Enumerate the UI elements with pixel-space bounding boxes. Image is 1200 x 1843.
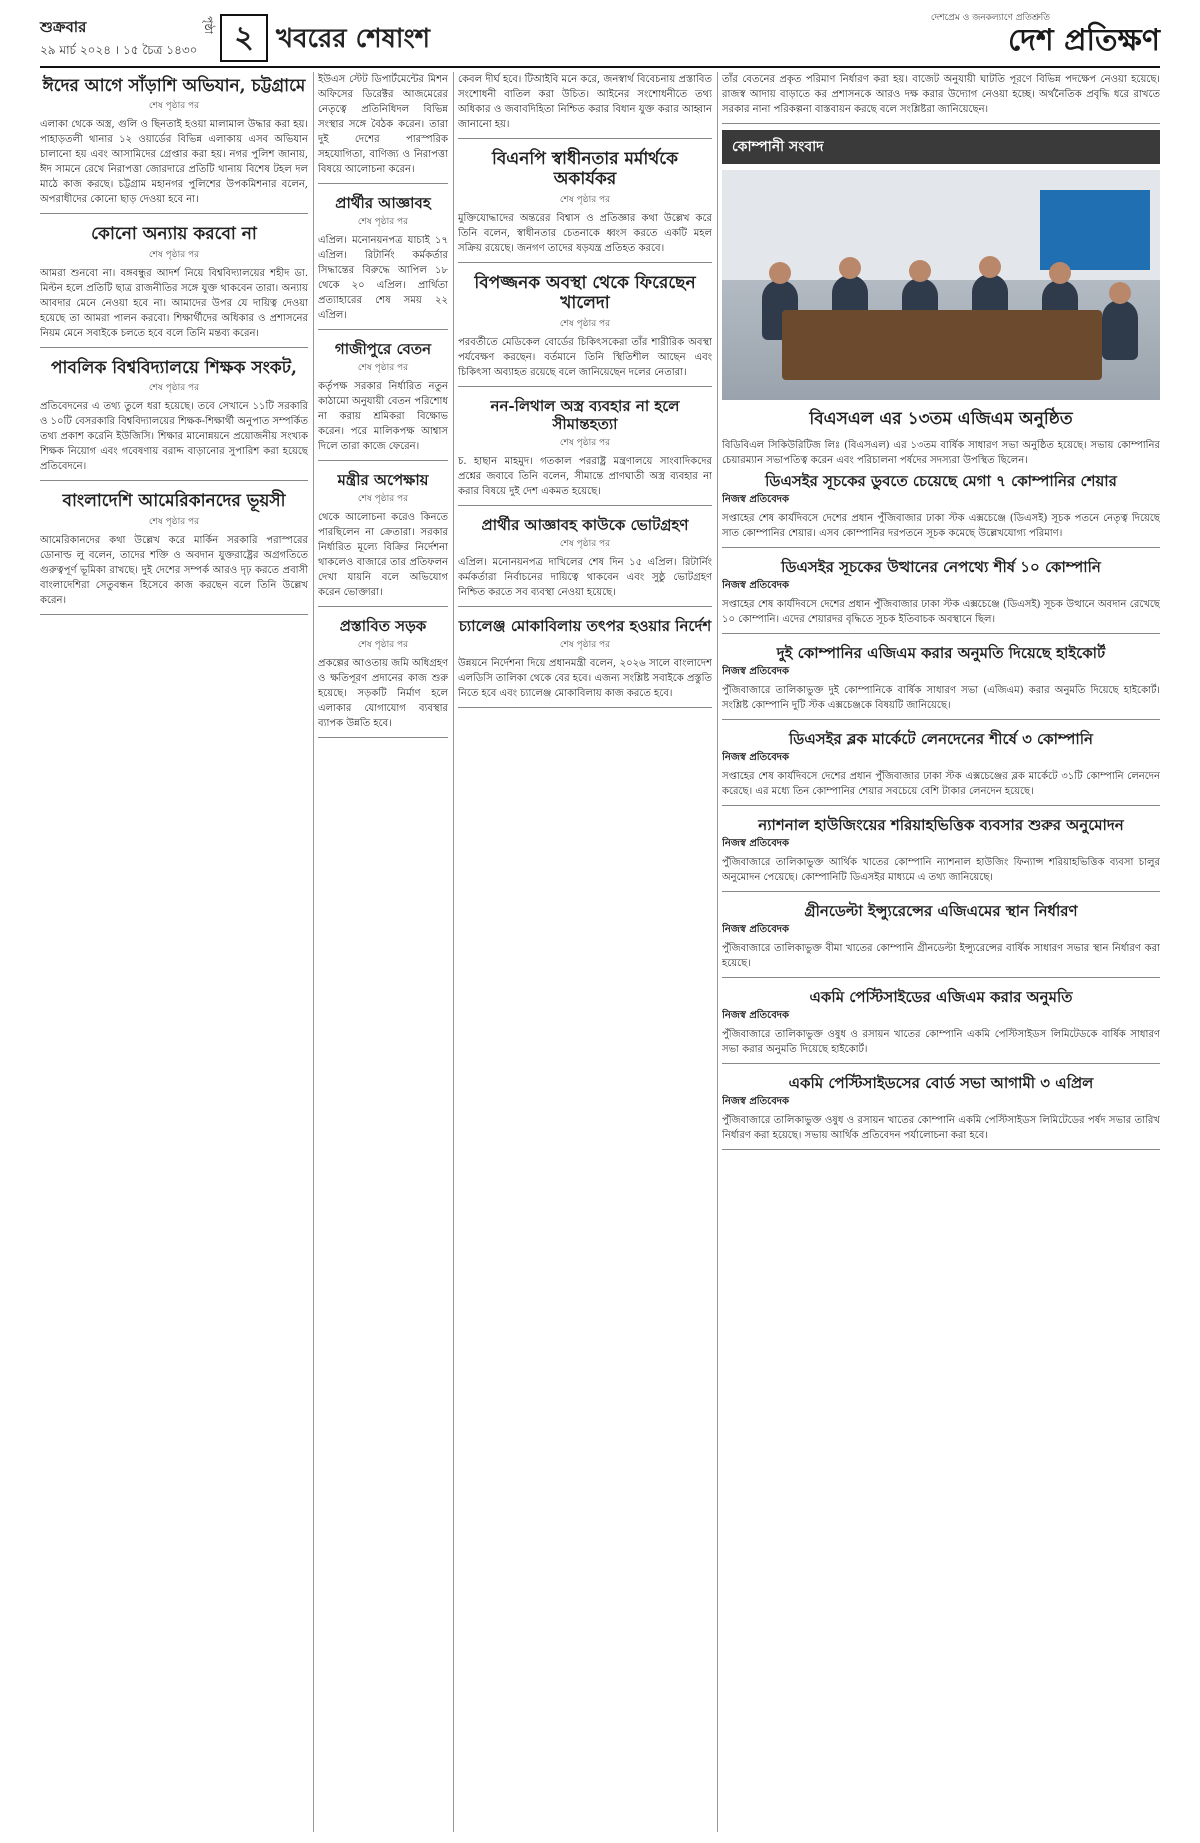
column-4	[722, 72, 1160, 1832]
story-body: প্রকল্পের আওতায় জমি অধিগ্রহণ ও ক্ষতিপূরণ প্রদানের কাজ শুরু হয়েছে। সড়কটি নির্মাণ হলে এলাকার যোগাযোগ ব্যবস্থার ব্যাপক উন্নতি হবে।	[318, 658, 448, 729]
agm-photo	[722, 170, 1160, 400]
item-byline: নিজস্ব প্রতিবেদক	[722, 494, 790, 505]
story-headline: মন্ত্রীর অপেক্ষায়	[337, 471, 429, 489]
divider	[722, 719, 1160, 720]
story-headline: প্রার্থীর আজ্ঞাবহ	[335, 194, 431, 212]
continued-label: শেষ পৃষ্ঠার পর	[559, 538, 611, 549]
continued-label: শেষ পৃষ্ঠার পর	[357, 363, 409, 373]
story-body: ইউএস স্টেট ডিপার্টমেন্টের মিশন অফিসের ডিরেক্টর আজমেরের নেতৃত্বে প্রতিনিধিদল বিভিন্ন সংস্থার সঙ্গে বৈঠক করেন। তারা দুই দেশের পারস্পরিক সহযোগিতা, বাণিজ্য ও নিরাপত্তা বিষয়ে আলোচনা করেন।	[318, 74, 448, 175]
story-headline: বাংলাদেশি আমেরিকানদের ভূয়সী	[62, 491, 286, 512]
section-title: খবরের শেষাংশ	[276, 24, 431, 54]
item-byline: নিজস্ব প্রতিবেদক	[722, 924, 790, 935]
divider	[722, 805, 1160, 806]
divider	[458, 606, 712, 607]
story-body: এপ্রিল। মনোনয়নপত্র দাখিলের শেষ দিন ১৫ এপ্রিল। রিটার্নিং কর্মকর্তারা নির্বাচনের দায়িত্বে থাকবেন এবং সুষ্ঠু ভোটগ্রহণ নিশ্চিত করতে সব ব্যবস্থা নেওয়া হয়েছে।	[458, 556, 712, 598]
story-body: চ. হাছান মাহমুদ। গতকাল পররাষ্ট্র মন্ত্রণালয়ে সাংবাদিকদের প্রশ্নের জবাবে তিনি বলেন, সীমান্তে প্রাণঘাতী অস্ত্র ব্যবহার না করার বিষয়ে দুই দেশ একমত হয়েছে।	[458, 455, 712, 497]
banner-image	[1040, 190, 1150, 270]
story-headline: কোনো অন্যায় করবো না	[91, 224, 257, 245]
item-headline: গ্রীনডেল্টা ইন্স্যুরেন্সের এজিএমের স্থান নির্ধারণ	[804, 902, 1078, 920]
story-headline: পাবলিক বিশ্ববিদ্যালয়ে শিক্ষক সংকট,	[51, 357, 297, 378]
item-headline: দুই কোম্পানির এজিএম করার অনুমতি দিয়েছে হাইকোর্ট	[776, 644, 1106, 662]
company-news-heading: কোম্পানী সংবাদ	[722, 130, 1160, 164]
divider	[722, 1063, 1160, 1064]
masthead-tagline: দেশপ্রেম ও জনকল্যাণে প্রতিশ্রুতি	[930, 13, 1050, 23]
company-news-item	[722, 1074, 1160, 1150]
item-body: সপ্তাহের শেষ কার্যদিবসে দেশের প্রধান পুঁজিবাজার ঢাকা স্টক এক্সচেঞ্জে (ডিএসই) সূচক উত্থানে অবদান রেখেছে ১০ কোম্পানি। এদের শেয়ারদর বৃদ্ধিতে সূচক ইতিবাচক অবস্থানে ছিল।	[722, 599, 1160, 625]
continued-label: শেষ পৃষ্ঠার পর	[357, 494, 409, 504]
column-1	[40, 72, 308, 1832]
story-headline: গাজীপুরে বেতন	[334, 340, 432, 358]
item-headline: ডিএসইর সূচকের ডুবতে চেয়েছে মেগা ৭ কোম্পানির শেয়ার	[765, 472, 1117, 490]
divider	[722, 1149, 1160, 1150]
item-body: পুঁজিবাজারে তালিকাভুক্ত ওষুধ ও রসায়ন খাতের কোম্পানি একমি পেস্টিসাইডস লিমিটেডকে বার্ষিক সাধারণ সভা করার অনুমতি দিয়েছে হাইকোর্ট।	[722, 1029, 1160, 1055]
story-body: প্রতিবেদনের এ তথ্য তুলে ধরা হয়েছে। তবে সেখানে ১১টি সরকারি ও ১০টি বেসরকারি বিশ্ববিদ্যালয়ের শিক্ষক-শিক্ষার্থী অনুপাত সম্পর্কিত তথ্য প্রকাশ করেনি ইউজিসি। শিক্ষার মানোন্নয়নে প্রয়োজনীয় সংখ্যক শিক্ষক নিয়োগ এবং গবেষণায় বরাদ্দ বাড়ানোর সুপারিশ করা হয়েছে প্রতিবেদনে।	[40, 401, 308, 473]
continued-label: শেষ পৃষ্ঠার পর	[559, 639, 611, 650]
news-story	[458, 397, 712, 506]
item-body: সপ্তাহের শেষ কার্যদিবসে দেশের প্রধান পুঁজিবাজার ঢাকা স্টক এক্সচেঞ্জে (ডিএসই) সূচক পতনে নেতৃত্ব দিয়েছে সাত কোম্পানির শেয়ার। এসব কোম্পানির দরপতনে সূচক কমেছে উল্লেখযোগ্য পরিমাণ।	[722, 513, 1160, 539]
item-headline: একমি পেস্টিসাইডের এজিএম করার অনুমতি	[809, 988, 1073, 1006]
divider	[40, 213, 308, 214]
continued-label: শেষ পৃষ্ঠার পর	[148, 101, 200, 112]
column-divider	[453, 72, 454, 1832]
news-story	[40, 358, 308, 481]
company-news-item	[722, 902, 1160, 978]
story-headline: ঈদের আগে সাঁড়াশি অভিযান, চট্টগ্রামে	[42, 76, 306, 96]
masthead-logo: দেশ প্রতিক্ষণ	[1007, 23, 1160, 58]
story-body: কেবল দীর্ঘ হবে। টিআইবি মনে করে, জনস্বার্থ বিবেচনায় প্রস্তাবিত সংশোধনী বাতিল করা উচিত। আইনের সংশোধনীতে তথ্য অধিকার ও জবাবদিহিতা নিশ্চিত করার বিধান যুক্ত করার আহ্বান জানানো হয়।	[458, 74, 712, 130]
divider	[458, 386, 712, 387]
article-body: বিডিবিএল সিকিউরিটিজ লিঃ (বিএসএল) এর ১৩তম বার্ষিক সাধারণ সভা অনুষ্ঠিত হয়েছে। সভায় কোম্পানির চেয়ারম্যান সভাপতিত্ব করেন এবং পরিচালনা পর্ষদের সদস্যরা উপস্থিত ছিলেন।	[722, 440, 1160, 466]
story-headline: চ্যালেঞ্জ মোকাবিলায় তৎপর হওয়ার নির্দেশ	[458, 616, 712, 635]
divider	[458, 505, 712, 506]
item-body: সপ্তাহের শেষ কার্যদিবসে দেশের প্রধান পুঁজিবাজার ঢাকা স্টক এক্সচেঞ্জের ব্লক মার্কেটে ৩১টি কোম্পানি লেনদেন করেছে। এর মধ্যে তিন কোম্পানির শেয়ার সবচেয়ে বেশি টাকার লেনদেন হয়েছে।	[722, 771, 1160, 797]
story-body: এলাকা থেকে অস্ত্র, গুলি ও ছিনতাই হওয়া মালামাল উদ্ধার করা হয়। পাহাড়তলী থানার ১২ ওয়ার্ডের বিভিন্ন এলাকায় এসব অভিযান চালানো হয় এবং আসামিদের গ্রেপ্তার করা হয়। নগর পুলিশ জানায়, ঈদ সামনে রেখে নিরাপত্তা জোরদারে প্রতিটি থানায় বিশেষ টহল দল মাঠে কাজ করছে। চট্টগ্রাম মহানগর পুলিশের উপকমিশনার বলেন, অপরাধীদের কোনো ছাড় দেওয়া হবে না।	[40, 119, 308, 206]
company-news-item	[722, 816, 1160, 892]
company-news-item	[722, 472, 1160, 548]
item-byline: নিজস্ব প্রতিবেদক	[722, 838, 790, 849]
news-story	[458, 72, 712, 139]
company-news-item	[722, 558, 1160, 634]
divider	[722, 977, 1160, 978]
divider	[318, 606, 448, 607]
story-body: পরবর্তীতে মেডিকেল বোর্ডের চিকিৎসকেরা তাঁর শারীরিক অবস্থা পর্যবেক্ষণ করছেন। বর্তমানে তিনি স্থিতিশীল আছেন এবং চিকিৎসা অব্যাহত রয়েছে বলে জানিয়েছেন দলের নেতারা।	[458, 336, 712, 378]
divider	[40, 614, 308, 615]
header-day: শুক্রবার	[40, 18, 87, 36]
news-story	[40, 76, 308, 214]
story-headline: প্রস্তাবিত সড়ক	[339, 617, 427, 635]
divider	[40, 347, 308, 348]
story-body: উন্নয়নে নির্দেশনা দিয়ে প্রধানমন্ত্রী বলেন, ২০২৬ সালে বাংলাদেশ এলডিসি তালিকা থেকে বের হবে। এজন্য সংশ্লিষ্ট সবাইকে প্রস্তুতি নিতে হবে এবং চ্যালেঞ্জ মোকাবিলায় কাজ করতে হবে।	[458, 657, 712, 699]
article-body: তাঁর বেতনের প্রকৃত পরিমাণ নির্ধারণ করা হয়। বাজেট অনুযায়ী ঘাটতি পূরণে বিভিন্ন পদক্ষেপ নেওয়া হয়েছে। রাজস্ব আদায় বাড়াতে কর প্রশাসনকে আরও দক্ষ করার উদ্যোগ নেওয়া হচ্ছে। অর্থনৈতিক প্রবৃদ্ধি ধরে রাখতে সরকার নানা পরিকল্পনা বাস্তবায়ন করছে বলে সংশ্লিষ্টরা জানিয়েছেন।	[722, 74, 1160, 115]
story-body: এপ্রিল। মনোনয়নপত্র যাচাই ১৭ এপ্রিল। রিটার্নিং কর্মকর্তার সিদ্ধান্তের বিরুদ্ধে আপিল ১৮ থেকে ২০ এপ্রিল। প্রার্থিতা প্রত্যাহারের শেষ সময় ২২ এপ্রিল।	[318, 235, 448, 321]
divider	[318, 183, 448, 184]
divider	[458, 707, 712, 708]
news-story	[318, 340, 448, 461]
page-label: পৃষ্ঠা	[202, 16, 215, 34]
company-news-item	[722, 730, 1160, 806]
divider	[458, 138, 712, 139]
story-body: আমেরিকানদের কথা উল্লেখ করে মার্কিন সরকারি পরাস্পরের ডোনাল্ড লু বলেন, তাদের শক্তি ও অবদান যুক্তরাষ্ট্রের অগ্রগতিতে গুরুত্বপূর্ণ ভূমিকা রাখছে। দুই দেশের সম্পর্ক আরও দৃঢ় করতে প্রবাসী বাংলাদেশিরা সেতুবন্ধন হিসেবে কাজ করছেন বলে তিনি উল্লেখ করেন।	[40, 534, 308, 606]
column-3	[458, 72, 712, 1832]
news-story	[458, 516, 712, 607]
story-headline: প্রার্থীর আজ্ঞাবহ কাউকে ভোটগ্রহণ	[481, 515, 689, 534]
item-byline: নিজস্ব প্রতিবেদক	[722, 1096, 790, 1107]
news-story	[458, 149, 712, 263]
continued-label: শেষ পৃষ্ঠার পর	[559, 318, 611, 329]
divider	[722, 891, 1160, 892]
divider	[318, 329, 448, 330]
company-news-item	[722, 988, 1160, 1064]
story-body: থেকে আলোচনা করেও কিনতে পারছিলেন না ক্রেতারা। সরকার নির্ধারিত মূল্যে বিক্রির নির্দেশনা থাকলেও বাজারে তার প্রতিফলন দেখা যায়নি বলে অভিযোগ করেন ভোক্তারা।	[318, 512, 448, 598]
column-2	[318, 72, 448, 1832]
item-body: পুঁজিবাজারে তালিকাভুক্ত আর্থিক খাতের কোম্পানি ন্যাশনাল হাউজিং ফিন্যান্স শরিয়াহভিত্তিক ব্যবসা চালুর অনুমোদন পেয়েছে। কোম্পানিটি ডিএসইর মাধ্যমে এ তথ্য জানিয়েছে।	[722, 857, 1160, 883]
item-byline: নিজস্ব প্রতিবেদক	[722, 666, 790, 677]
company-news-item	[722, 644, 1160, 720]
item-body: পুঁজিবাজারে তালিকাভুক্ত ওষুধ ও রসায়ন খাতের কোম্পানি একমি পেস্টিসাইডস লিমিটেডের পর্ষদ সভার তারিখ নির্ধারণ করা হয়েছে। সভায় আর্থিক প্রতিবেদন পর্যালোচনা করা হবে।	[722, 1115, 1160, 1141]
item-headline: ডিএসইর ব্লক মার্কেটে লেনদেনের শীর্ষে ৩ কোম্পানি	[789, 730, 1093, 748]
continued-label: শেষ পৃষ্ঠার পর	[148, 516, 200, 527]
story-headline: বিপজ্জনক অবস্থা থেকে ফিরেছেন খালেদা	[474, 272, 696, 314]
story-body: কর্তৃপক্ষ সরকার নির্ধারিত নতুন কাঠামো অনুযায়ী বেতন পরিশোধ না করায় শ্রমিকরা বিক্ষোভ করেন। পরে মালিকপক্ষ আশ্বাস দিলে তারা কাজে ফেরেন।	[318, 381, 448, 452]
story-headline: নন-লিথাল অস্ত্র ব্যবহার না হলে সীমান্তহত্যা	[490, 396, 680, 433]
continued-label: শেষ পৃষ্ঠার পর	[148, 249, 200, 260]
divider	[722, 123, 1160, 124]
item-byline: নিজস্ব প্রতিবেদক	[722, 580, 790, 591]
column-divider	[313, 72, 314, 1832]
news-story	[318, 617, 448, 738]
column-divider	[717, 72, 718, 1832]
item-body: পুঁজিবাজারে তালিকাভুক্ত দুই কোম্পানিকে বার্ষিক সাধারণ সভা (এজিএম) করার অনুমতি দিয়েছে হাইকোর্ট। সংশ্লিষ্ট কোম্পানি দুটি স্টক এক্সচেঞ্জকে বিষয়টি জানিয়েছে।	[722, 685, 1160, 711]
divider	[722, 547, 1160, 548]
divider	[318, 460, 448, 461]
page-header	[40, 10, 1160, 68]
continued-label: শেষ পৃষ্ঠার পর	[559, 437, 611, 448]
news-story	[318, 72, 448, 184]
news-story	[40, 224, 308, 347]
continued-label: শেষ পৃষ্ঠার পর	[357, 640, 409, 650]
story-body: মুক্তিযোদ্ধাদের অন্তরের বিশ্বাস ও প্রতিজ্ঞার কথা উল্লেখ করে তিনি বলেন, স্বাধীনতার চেতনাকে ধ্বংস করতে একটি মহল সক্রিয় রয়েছে। জনগণ তাদের ষড়যন্ত্র প্রতিহত করবে।	[458, 212, 712, 254]
item-headline: ন্যাশনাল হাউজিংয়ের শরিয়াহভিত্তিক ব্যবসার শুরুর অনুমোদন	[758, 816, 1124, 834]
item-headline: ডিএসইর সূচকের উত্থানের নেপথ্যে শীর্ষ ১০ কোম্পানি	[781, 558, 1101, 576]
item-byline: নিজস্ব প্রতিবেদক	[722, 752, 790, 763]
photo-caption: বিএসএল এর ১৩তম এজিএম অনুষ্ঠিত	[809, 409, 1073, 429]
news-story	[40, 491, 308, 614]
news-story	[318, 471, 448, 607]
item-body: পুঁজিবাজারে তালিকাভুক্ত বীমা খাতের কোম্পানি গ্রীনডেল্টা ইন্স্যুরেন্সের বার্ষিক সাধারণ সভার স্থান নির্ধারণ করা হয়েছে।	[722, 943, 1160, 969]
continued-label: শেষ পৃষ্ঠার পর	[148, 383, 200, 394]
news-story	[458, 273, 712, 387]
continued-label: শেষ পৃষ্ঠার পর	[559, 194, 611, 205]
page-number: ২	[220, 14, 268, 62]
story-body: আমরা শুনবো না। বঙ্গবন্ধুর আদর্শ নিয়ে বিশ্ববিদ্যালয়ের শহীদ ডা. মিল্টন হলে প্রতিটি ছাত্র রাজনীতির সঙ্গে যুক্ত থাকবেন তারা। অন্যায় আবদার মেনে নেওয়া হবে না। আমাদের উপর যে দায়িত্ব দেওয়া হয়েছে তা আমরা পালন করবো। শিক্ষার্থীদের অধিকার ও প্রশাসনের নিয়ম মেনে সবাইকে চলতে হবে বলে তিনি মন্তব্য করেন।	[40, 267, 308, 339]
continued-label: শেষ পৃষ্ঠার পর	[357, 217, 409, 227]
item-byline: নিজস্ব প্রতিবেদক	[722, 1010, 790, 1021]
story-headline: বিএনপি স্বাধীনতার মর্মার্থকে অকার্যকর	[491, 149, 679, 190]
divider	[722, 633, 1160, 634]
header-date: ২৯ মার্চ ২০২৪ । ১৫ চৈত্র ১৪৩০	[40, 43, 198, 57]
divider	[318, 737, 448, 738]
divider	[40, 480, 308, 481]
news-story	[318, 194, 448, 330]
divider	[458, 262, 712, 263]
item-headline: একমি পেস্টিসাইডসের বোর্ড সভা আগামী ৩ এপ্রিল	[788, 1074, 1094, 1092]
news-story	[458, 617, 712, 708]
